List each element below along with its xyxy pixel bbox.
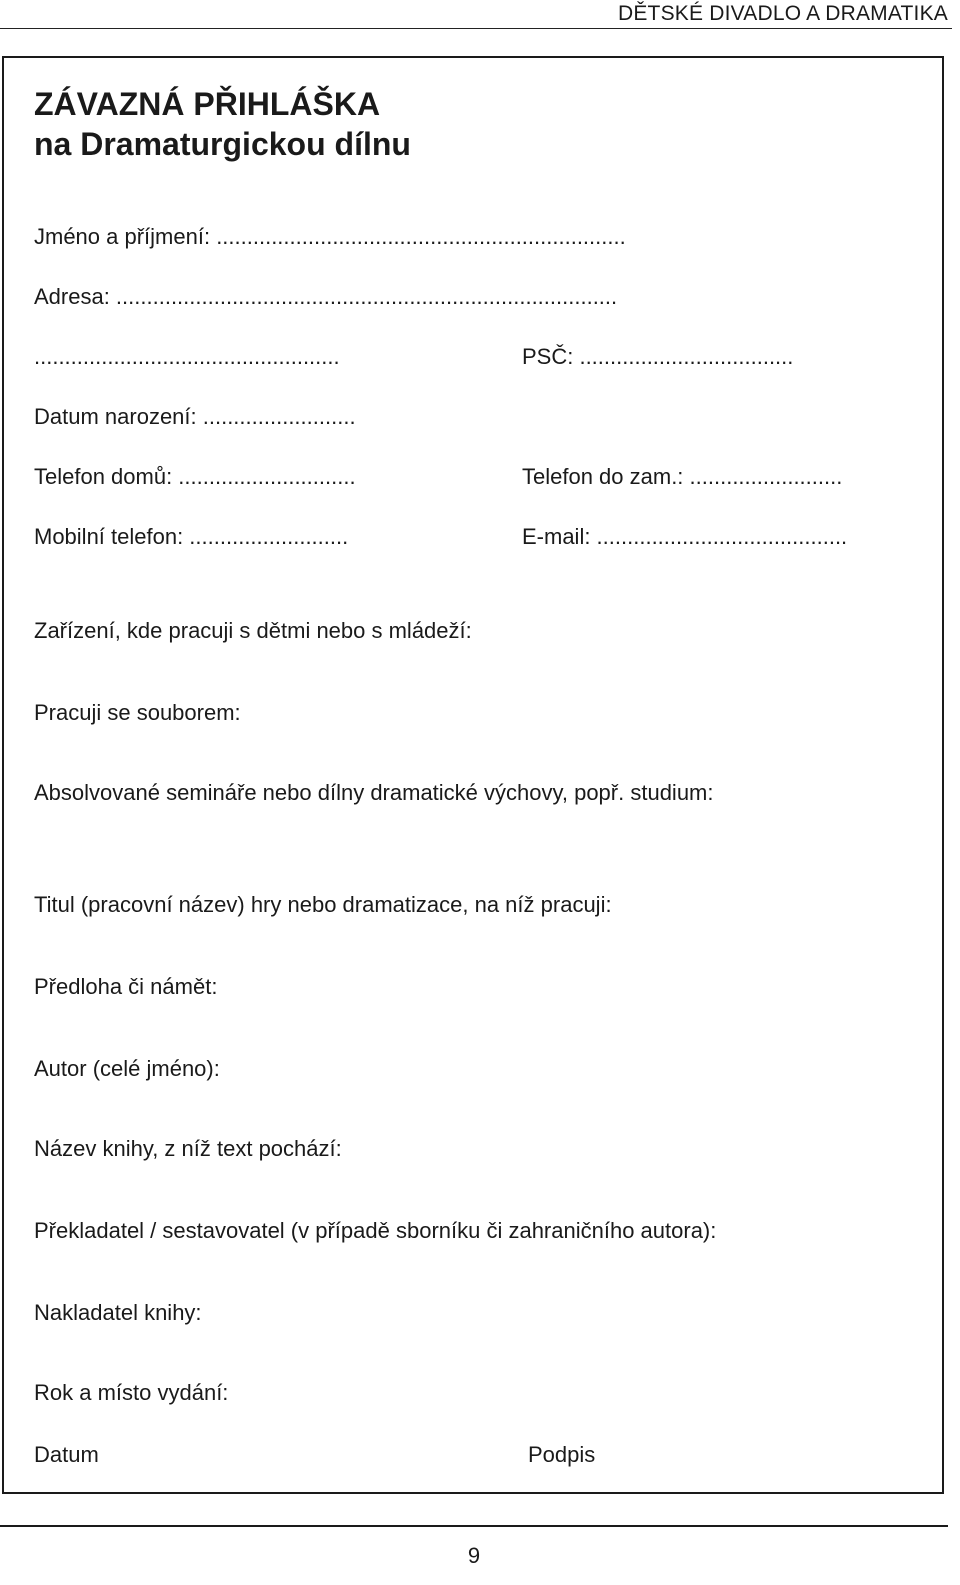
- institution-field-label: Zařízení, kde pracuji s dětmi nebo s mládeží:: [34, 618, 472, 643]
- postal-code-field-label: PSČ: ...................................: [522, 344, 794, 369]
- form-title: ZÁVAZNÁ PŘIHLÁŠKA: [34, 86, 381, 122]
- page-number: 9: [467, 1543, 481, 1568]
- birth-date-field-label: Datum narození: .........................: [34, 404, 356, 429]
- section-title: DĚTSKÉ DIVADLO A DRAMATIKA: [617, 2, 948, 25]
- source-field-label: Předloha či námět:: [34, 974, 218, 999]
- ensemble-field-label: Pracuji se souborem:: [34, 700, 241, 725]
- publisher-field-label: Nakladatel knihy:: [34, 1300, 202, 1325]
- mobile-phone-field-label: Mobilní telefon: ..........................: [34, 524, 349, 549]
- work-phone-field-label: Telefon do zam.: .........................: [522, 464, 843, 489]
- form-subtitle: na Dramaturgickou dílnu: [34, 126, 411, 162]
- name-field-label: Jméno a příjmení: ...................................................................: [34, 224, 626, 249]
- date-field-label: Datum: [34, 1442, 99, 1467]
- author-field-label: Autor (celé jméno):: [34, 1056, 220, 1081]
- address-continuation-field: ..................................................: [34, 344, 340, 369]
- email-field-label: E-mail: .........................................: [522, 524, 848, 549]
- home-phone-field-label: Telefon domů: .............................: [34, 464, 356, 489]
- address-field-label: Adresa: ..................................................................................: [34, 284, 618, 309]
- translator-field-label: Překladatel / sestavovatel (v případě sborníku či zahraničního autora):: [34, 1218, 717, 1243]
- registration-form: [2, 56, 944, 1494]
- year-place-field-label: Rok a místo vydání:: [34, 1380, 229, 1405]
- play-title-field-label: Titul (pracovní název) hry nebo dramatizace, na níž pracuji:: [34, 892, 612, 917]
- footer-divider: [0, 1525, 948, 1527]
- seminars-field-label: Absolvované semináře nebo dílny dramatické výchovy, popř. studium:: [34, 780, 714, 805]
- signature-field-label: Podpis: [528, 1442, 596, 1467]
- book-title-field-label: Název knihy, z níž text pochází:: [34, 1136, 342, 1161]
- running-header: [0, 0, 952, 29]
